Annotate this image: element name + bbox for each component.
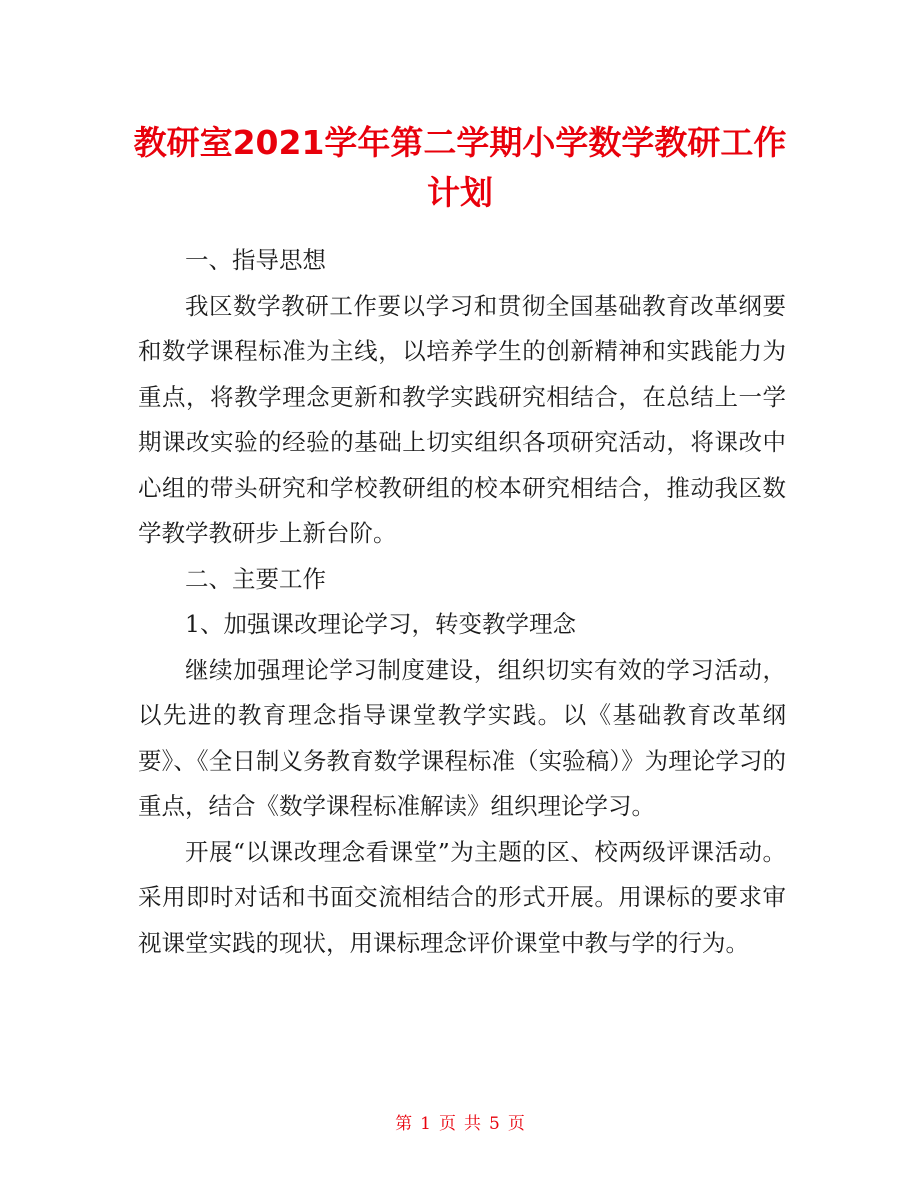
footer-total-pages: 5 xyxy=(489,1114,500,1134)
document-title: 教研室2021学年第二学期小学数学教研工作计划 xyxy=(133,123,787,212)
footer-prefix: 第 xyxy=(395,1114,413,1134)
paragraph-theory-study: 继续加强理论学习制度建设，组织切实有效的学习活动，以先进的教育理念指导课堂教学实践。以《基础教育改革纲要》、《全日制义务教育数学课程标准（实验稿）》为理论学习的重点，结合《数学课程标准解读》组织理论学习。 xyxy=(138,655,786,820)
document-body xyxy=(138,238,786,966)
footer-mid: 页 xyxy=(439,1114,456,1134)
page-number-footer xyxy=(0,1112,920,1136)
footer-total-prefix: 共 xyxy=(464,1114,481,1134)
subsection-heading-theory-study: 1、加强课改理论学习，转变教学理念 xyxy=(185,610,576,638)
footer-suffix: 页 xyxy=(507,1114,525,1134)
paragraph-class-evaluation: 开展“以课改理念看课堂”为主题的区、校两级评课活动。采用即时对话和书面交流相结合的形式开展。用课标的要求审视课堂实践的现状，用课标理念评价课堂中教与学的行为。 xyxy=(138,837,786,957)
section-heading-guiding-thought: 一、指导思想 xyxy=(185,246,326,274)
section-heading-main-work: 二、主要工作 xyxy=(185,564,326,593)
paragraph-guiding-thought: 我区数学教研工作要以学习和贯彻全国基础教育改革纲要和数学课程标准为主线，以培养学生的创新精神和实践能力为重点，将教学理念更新和教学实践研究相结合，在总结上一学期课改实验的经验的基础上切实组织各项研究活动，将课改中心组的带头研究和学校教研组的校本研究相结合，推动我区数学教学教研步上新台阶。 xyxy=(138,291,786,547)
footer-current-page: 1 xyxy=(420,1114,431,1134)
